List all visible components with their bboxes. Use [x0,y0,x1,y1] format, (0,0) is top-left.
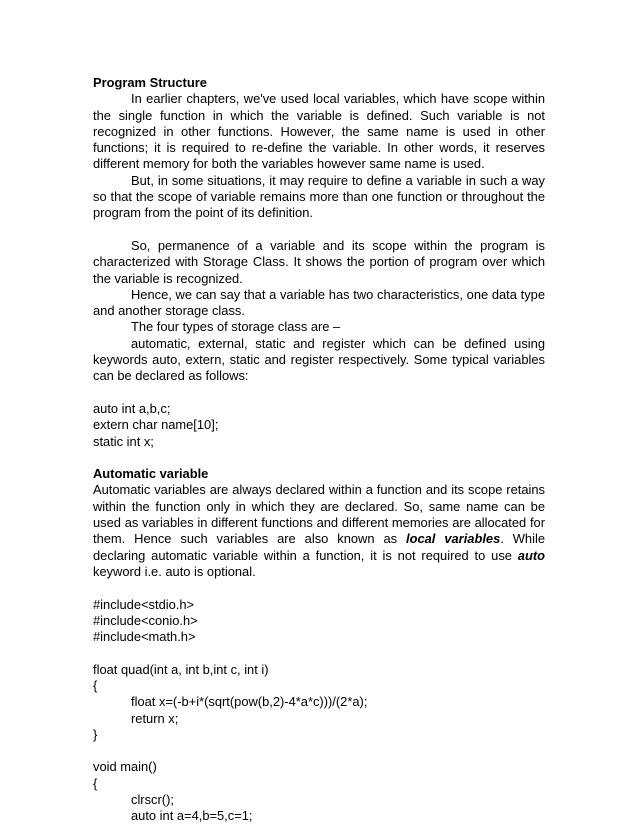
spacer [93,222,545,238]
code-main-signature: void main() [93,759,157,775]
code-main-line: auto int a=4,b=5,c=1; [131,808,253,824]
emphasis-auto-keyword: auto [517,547,545,563]
emphasis-local-variables: local variables [406,531,501,547]
code-brace-open: { [93,775,98,791]
declaration-extern: extern char name[10]; [93,417,219,433]
code-function-line: float x=(-b+i*(sqrt(pow(b,2)-4*a*c)))/(2*a); [131,694,368,710]
section-heading-automatic-variable: Automatic variable [93,466,209,482]
paragraph-characteristics: Hence, we can say that a variable has two characteristics, one data type and another storage class. [93,286,545,319]
code-include-math: #include<math.h> [93,629,196,645]
spacer [93,743,545,759]
paragraph-keywords: automatic, external, static and register which can be defined using keywords auto, extern, static and register respectively. Some typical variables can be declared as follows: [93,335,545,384]
document-body [93,75,545,825]
paragraph-local-variables: In earlier chapters, we've used local variables, which have scope within the single function in which the variable is defined. Such variable is not recognized in other functions. However, the same name is used in other functions; it is required to re-define the variable. In other words, it reserves different memory for both the variables however same name is used. [93,91,545,172]
text-run: Automatic variables are always declared within a function and its scope retains within the function only in which they are declared. So, same name can be used as variables in different functions and different memories are allocated for them. Hence such variables are also known as [93,482,545,547]
paragraph-four-types: The four types of storage class are – [131,319,341,335]
code-include-conio: #include<conio.h> [93,612,198,628]
declaration-auto: auto int a,b,c; [93,400,171,416]
text-run: . While declaring automatic variable within a function, it is not required to use [93,531,545,563]
code-brace-close: } [93,726,98,742]
spacer [93,385,545,401]
paragraph-storage-class: So, permanence of a variable and its scope within the program is characterized with Storage Class. It shows the portion of program over which the variable is recognized. [93,237,545,286]
declaration-static: static int x; [93,433,154,449]
code-brace-open: { [93,677,98,693]
spacer [93,645,545,661]
code-main-line: clrscr(); [131,792,174,808]
spacer [93,450,545,466]
code-include-stdio: #include<stdio.h> [93,596,195,612]
text-run: keyword i.e. auto is optional. [93,563,256,579]
code-function-signature: float quad(int a, int b,int c, int i) [93,661,269,677]
paragraph-scope: But, in some situations, it may require to define a variable in such a way so that the scope of variable remains more than one function or throughout the program from the point of its definition. [93,172,545,221]
spacer [93,580,545,596]
paragraph-automatic-variables [93,482,545,580]
section-heading-program-structure: Program Structure [93,75,207,90]
code-function-line: return x; [131,710,179,726]
